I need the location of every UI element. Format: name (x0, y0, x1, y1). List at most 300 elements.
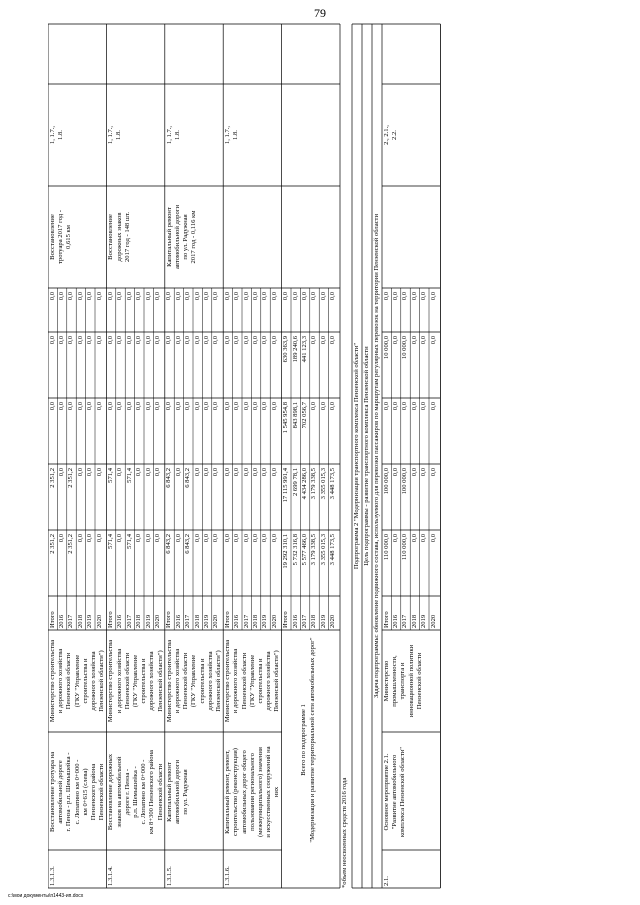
value-cell: 0,0 (319, 292, 327, 301)
year-cell: 2017 (401, 614, 409, 628)
year-cell: 2018 (135, 614, 143, 628)
value-cell: 0,0 (329, 336, 337, 345)
year-cell: 2020 (212, 614, 220, 628)
value-cell: 0,0 (184, 292, 192, 301)
value-cell: 0,0 (242, 534, 250, 543)
result-text: Восстановление (49, 214, 56, 260)
year-cell: Итого (223, 611, 231, 628)
value-cell: 0,0 (95, 336, 103, 345)
year-cell: 2020 (270, 614, 278, 628)
value-cell: 0,0 (329, 402, 337, 411)
value-cell: 0,0 (86, 468, 94, 477)
value-cell: 630 363,9 (282, 336, 290, 363)
value-cell: 0,0 (107, 292, 114, 301)
indicator-code: 1.8. (115, 130, 123, 140)
year-cell: Итого (107, 611, 114, 628)
event-name: автомобильных дорог общего (240, 750, 248, 834)
executor: промышленности, (391, 655, 399, 707)
value-cell: 0,0 (252, 468, 259, 477)
value-cell: 0,0 (95, 534, 103, 543)
event-name: "Развитие автомобильного (391, 754, 399, 830)
executor: и дорожного хозяйства (174, 648, 181, 714)
value-cell: 0,0 (86, 336, 94, 345)
executor: строительства и (81, 658, 89, 704)
result-text: Восстановление (107, 214, 115, 260)
total-label: Всего по подпрограмме 1 (299, 704, 307, 776)
indicator-code: 1, 1.7., (165, 125, 173, 145)
value-cell: 0,0 (401, 292, 409, 301)
executor: (ГКУ "Управление (73, 654, 81, 708)
result-text: 2017 год - 0,116 км (190, 210, 198, 264)
executor: и дорожного хозяйства (232, 648, 240, 714)
value-cell: 0,0 (174, 336, 182, 345)
value-cell: 0,0 (261, 292, 269, 301)
executor: дорожного хозяйства (206, 651, 214, 711)
value-cell: 0,0 (58, 402, 65, 411)
value-cell: 6 843,2 (184, 468, 192, 488)
value-cell: 0,0 (58, 336, 65, 345)
value-cell: 1 545 954,8 (282, 402, 290, 434)
value-cell: 0,0 (76, 534, 84, 543)
value-cell: 0,0 (203, 534, 210, 543)
result-text: автомобильной дороги (174, 205, 181, 269)
event-name: Капитальный ремонт (165, 762, 173, 822)
value-cell: 0,0 (58, 468, 65, 477)
value-cell: 0,0 (165, 336, 173, 345)
year-cell: 2019 (261, 614, 269, 628)
value-cell: 0,0 (261, 336, 269, 345)
value-cell: 702 056,7 (301, 402, 308, 429)
value-cell: 100 000,0 (382, 468, 390, 495)
value-cell: 0,0 (154, 402, 161, 411)
value-cell: 0,0 (252, 534, 259, 543)
value-cell: 2 351,2 (67, 468, 75, 488)
value-cell: 0,0 (233, 336, 241, 345)
value-cell: 571,4 (107, 534, 114, 549)
value-cell: 0,0 (144, 402, 152, 411)
executor: дорожного хозяйства (148, 651, 156, 711)
value-cell: 3 355 015,3 (319, 468, 327, 500)
value-cell: 0,0 (174, 468, 182, 477)
value-cell: 110 000,0 (401, 534, 409, 561)
value-cell: 3 179 338,5 (310, 534, 318, 566)
value-cell: 0,0 (76, 468, 84, 477)
value-cell: 2 351,2 (48, 468, 56, 488)
executor: и дорожного хозяйства (115, 648, 123, 714)
indicator-code: 1, 1.7., (107, 125, 115, 145)
value-cell: 0,0 (76, 336, 84, 345)
value-cell: 0,0 (392, 534, 399, 543)
value-cell: 0,0 (252, 292, 259, 301)
year-cell: Итого (48, 611, 56, 628)
value-cell: 5 577 466,0 (301, 534, 308, 566)
executor: Министерство строительства (165, 639, 173, 723)
value-cell: 0,0 (144, 336, 152, 345)
value-cell: 0,0 (86, 534, 94, 543)
value-cell: 0,0 (203, 292, 210, 301)
value-cell: 0,0 (242, 468, 250, 477)
value-cell: 571,4 (107, 468, 114, 483)
value-cell: 0,0 (203, 336, 210, 345)
value-cell: 0,0 (429, 336, 437, 345)
event-name: пользования регионального (248, 753, 256, 831)
year-cell: 2016 (58, 614, 65, 628)
value-cell: 0,0 (184, 402, 192, 411)
footnote: *объем неосвоенных средств 2016 года (341, 777, 348, 888)
executor: Пензенской области (182, 652, 190, 710)
year-cell: 2016 (233, 614, 241, 628)
value-cell: 0,0 (270, 336, 278, 345)
value-cell: 0,0 (301, 292, 308, 301)
value-cell: 0,0 (212, 292, 220, 301)
value-cell: 19 292 310,1 (282, 534, 290, 569)
value-cell: 0,0 (282, 292, 290, 301)
value-cell: 0,0 (125, 402, 133, 411)
event-name: дороге г. Пенза - (123, 768, 131, 816)
result-text: по ул. Радужная (182, 214, 190, 260)
value-cell: 0,0 (223, 336, 231, 345)
event-name: и искусственных сооружений на (265, 746, 273, 838)
value-cell: 0,0 (382, 292, 390, 301)
value-cell: 2 351,2 (67, 534, 75, 554)
event-name: р.п. Шемышейка - (132, 766, 139, 818)
result-text: Капитальный ремонт (165, 207, 173, 267)
value-cell: 0,0 (310, 402, 318, 411)
indicator-code: 2., 2.1., (383, 125, 390, 145)
executor: Пензенской области") (156, 650, 164, 712)
executor: строительства и (140, 658, 148, 704)
executor: (ГКУ "Управление (190, 654, 198, 708)
value-cell: 0,0 (319, 402, 327, 411)
value-cell: 0,0 (212, 534, 220, 543)
value-cell: 0,0 (270, 468, 278, 477)
year-cell: 2018 (252, 614, 259, 628)
value-cell: 0,0 (410, 534, 418, 543)
value-cell: 6 843,2 (165, 534, 173, 554)
event-name: Восстановление дорожных (107, 753, 115, 831)
year-cell: 2020 (154, 614, 161, 628)
year-cell: 2018 (410, 614, 418, 628)
year-cell: Итого (282, 611, 290, 628)
value-cell: 0,0 (193, 336, 201, 345)
result-text: 0,615 км (65, 225, 73, 249)
year-cell: 2017 (125, 614, 133, 628)
value-cell: 3 179 338,5 (310, 468, 318, 500)
value-cell: 0,0 (58, 534, 65, 543)
value-cell: 0,0 (420, 402, 428, 411)
value-cell: 6 843,2 (165, 468, 173, 488)
value-cell: 0,0 (233, 292, 241, 301)
year-cell: 2017 (242, 614, 250, 628)
value-cell: 0,0 (392, 292, 399, 301)
value-cell: 0,0 (116, 292, 124, 301)
value-cell: 0,0 (223, 468, 231, 477)
executor: Пензенской области") (273, 650, 281, 712)
value-cell: 571,4 (125, 534, 133, 549)
value-cell: 0,0 (48, 292, 56, 301)
value-cell: 0,0 (107, 402, 114, 411)
year-cell: 2019 (86, 614, 94, 628)
executor: Пензенской области") (215, 650, 222, 712)
year-cell: 2017 (67, 614, 75, 628)
event-name: Пензенской области (98, 763, 106, 821)
value-cell: 0,0 (420, 292, 428, 301)
executor: (ГКУ "Управление (248, 654, 256, 708)
indicator-code: 1.8. (57, 130, 64, 140)
page-number: 79 (314, 6, 326, 20)
value-cell: 0,0 (410, 468, 418, 477)
year-cell: 2016 (291, 614, 299, 628)
value-cell: 0,0 (116, 336, 124, 345)
value-cell: 571,4 (125, 468, 133, 483)
event-name: них (273, 786, 281, 798)
value-cell: 0,0 (144, 534, 152, 543)
value-cell: 0,0 (76, 292, 84, 301)
value-cell: 0,0 (319, 336, 327, 345)
rotated-table (48, 20, 573, 892)
value-cell: 0,0 (242, 402, 250, 411)
year-cell: 2016 (174, 614, 182, 628)
value-cell: 0,0 (233, 402, 241, 411)
event-name: Пензенской области (156, 763, 164, 821)
value-cell: 0,0 (382, 402, 390, 411)
value-cell: 0,0 (67, 402, 75, 411)
event-name: знаков на автомобильной (115, 756, 123, 828)
value-cell: 0,0 (392, 336, 399, 345)
value-cell: 0,0 (95, 292, 103, 301)
value-cell: 0,0 (193, 402, 201, 411)
value-cell: 0,0 (410, 336, 418, 345)
event-name: Основное мероприятие 2.1. (383, 753, 390, 831)
indicator-code: 1, 1.7., (224, 125, 232, 145)
event-name: Пензенского района (90, 763, 97, 821)
value-cell: 3 355 015,3 (319, 534, 327, 566)
value-cell: 0,0 (154, 468, 161, 477)
value-cell: 0,0 (125, 336, 133, 345)
year-cell: 2019 (319, 614, 327, 628)
value-cell: 110 000,0 (382, 534, 390, 561)
value-cell: 0,0 (184, 336, 192, 345)
value-cell: 0,0 (310, 292, 318, 301)
value-cell: 0,0 (95, 468, 103, 477)
value-cell: 0,0 (154, 336, 161, 345)
executor: инновационной политики (407, 644, 415, 718)
value-cell: 189 240,6 (291, 336, 299, 363)
executor: Пензенской области (415, 652, 423, 710)
row-number: 1.3.1.5. (165, 866, 173, 886)
value-cell: 0,0 (125, 292, 133, 301)
file-path-footer: c:\мои документы\п1443-ип.docx (8, 893, 84, 899)
value-cell: 0,0 (392, 468, 399, 477)
executor: дорожного хозяйства (265, 651, 273, 711)
value-cell: 0,0 (429, 292, 437, 301)
value-cell: 0,0 (144, 468, 152, 477)
value-cell: 0,0 (223, 292, 231, 301)
value-cell: 843 898,1 (291, 402, 299, 429)
value-cell: 6 843,2 (184, 534, 192, 554)
value-cell: 100 000,0 (401, 468, 409, 495)
event-name: по ул. Радужная (182, 769, 190, 815)
event-name: автомобильной дороге (57, 760, 65, 824)
year-cell: 2019 (144, 614, 152, 628)
value-cell: 0,0 (223, 402, 231, 411)
value-cell: 0,0 (193, 468, 201, 477)
value-cell: 0,0 (116, 402, 124, 411)
executor: транспорта и (399, 662, 407, 700)
executor: Министерство (383, 660, 390, 702)
year-cell: 2018 (310, 614, 318, 628)
value-cell: 0,0 (429, 534, 437, 543)
value-cell: 0,0 (76, 402, 84, 411)
value-cell: 10 000,0 (382, 336, 390, 360)
value-cell: 0,0 (203, 468, 210, 477)
value-cell: 0,0 (135, 468, 143, 477)
value-cell: 3 448 173,5 (329, 534, 337, 566)
value-cell: 0,0 (410, 402, 418, 411)
value-cell: 0,0 (165, 402, 173, 411)
value-cell: 441 123,3 (301, 336, 308, 363)
value-cell: 0,0 (261, 534, 269, 543)
event-name: (межмуниципального) значения (257, 747, 264, 837)
value-cell: 0,0 (212, 468, 220, 477)
value-cell: 0,0 (135, 336, 143, 345)
executor: строительства и (257, 658, 264, 704)
value-cell: 17 115 991,4 (282, 468, 290, 503)
value-cell: 0,0 (193, 292, 201, 301)
executor: Пензенской области (240, 652, 248, 710)
value-cell: 0,0 (107, 336, 114, 345)
value-cell: 4 434 286,0 (301, 468, 308, 500)
year-cell: 2017 (301, 614, 308, 628)
value-cell: 0,0 (203, 402, 210, 411)
value-cell: 0,0 (223, 534, 231, 543)
value-cell: 0,0 (420, 534, 428, 543)
value-cell: 0,0 (154, 292, 161, 301)
event-name: км 8+300 Пензенского района (148, 750, 156, 834)
event-name: с. Лопатино км 0+000 - (140, 759, 148, 825)
indicator-code: 2.2. (391, 130, 398, 140)
row-number: 1.3.1.4. (107, 866, 115, 886)
value-cell: 0,0 (135, 534, 143, 543)
value-cell: 0,0 (135, 292, 143, 301)
value-cell: 0,0 (67, 292, 75, 301)
year-cell: 2020 (95, 614, 103, 628)
value-cell: 0,0 (67, 336, 75, 345)
value-cell: 2 699 78,1 (291, 468, 299, 497)
value-cell: 0,0 (86, 292, 94, 301)
executor: строительства и (198, 658, 206, 704)
value-cell: 0,0 (242, 336, 250, 345)
event-name: г. Пенза - р.п. Шемышейка - (65, 752, 73, 832)
value-cell: 0,0 (233, 468, 241, 477)
value-cell: 0,0 (144, 292, 152, 301)
subprogram-goal: Цель подпрограммы - развитие транспортного комплекса Пензенской области (363, 346, 370, 566)
value-cell: 0,0 (429, 402, 437, 411)
year-cell: 2020 (329, 614, 337, 628)
executor: Пензенской области (65, 652, 73, 710)
executor: Пензенской области") (98, 650, 106, 712)
value-cell: 0,0 (212, 402, 220, 411)
event-name: комплекса Пензенской области" (399, 747, 407, 837)
event-name: км 0+615 (слева) (81, 768, 89, 816)
value-cell: 0,0 (420, 336, 428, 345)
value-cell: 0,0 (252, 402, 259, 411)
value-cell: 0,0 (270, 292, 278, 301)
result-text: 2017 год - 148 шт. (123, 212, 131, 262)
value-cell: 0,0 (135, 402, 143, 411)
year-cell: 2018 (193, 614, 201, 628)
year-cell: 2019 (203, 614, 210, 628)
value-cell: 0,0 (252, 336, 259, 345)
value-cell: 0,0 (270, 534, 278, 543)
year-cell: Итого (382, 611, 390, 628)
value-cell: 0,0 (165, 292, 173, 301)
value-cell: 0,0 (154, 534, 161, 543)
value-cell: 0,0 (95, 402, 103, 411)
value-cell: 0,0 (116, 534, 124, 543)
executor: (ГКУ "Управление (132, 654, 139, 708)
value-cell: 0,0 (401, 402, 409, 411)
value-cell: 0,0 (233, 534, 241, 543)
executor: и дорожного хозяйства (57, 648, 65, 714)
value-cell: 3 448 173,5 (329, 468, 337, 500)
executor: Министерство строительства (49, 639, 56, 723)
year-cell: 2016 (116, 614, 124, 628)
year-cell: 2019 (420, 614, 428, 628)
value-cell: 0,0 (58, 292, 65, 301)
year-cell: 2020 (429, 614, 437, 628)
value-cell: 0,0 (116, 468, 124, 477)
row-number: 1.3.1.3. (49, 866, 56, 886)
value-cell: 0,0 (212, 336, 220, 345)
event-name: Капитальный ремонт, ремонт, (224, 750, 232, 834)
year-cell: 2017 (184, 614, 192, 628)
value-cell: 2 351,2 (48, 534, 56, 554)
value-cell: 0,0 (310, 336, 318, 345)
event-name: Восстановление тротуара на (49, 751, 56, 833)
subprogram-task: Задача подпрограммы: обновление подвижного состава, используемого для перевозки пассажиров по маршрутам регулярных перевозок на территории Пензенской области (373, 214, 380, 698)
row-number: 2.1. (383, 876, 390, 886)
value-cell: 0,0 (410, 292, 418, 301)
executor: Министерство строительства (224, 639, 232, 723)
event-name: с. Лопатино км 0+000 - (73, 759, 81, 825)
indicator-code: 1, 1.7., (49, 125, 56, 145)
year-cell: Итого (165, 611, 173, 628)
value-cell: 0,0 (48, 336, 56, 345)
indicator-code: 1.8. (232, 130, 240, 140)
value-cell: 0,0 (86, 402, 94, 411)
value-cell: 10 000,0 (401, 336, 409, 360)
value-cell: 0,0 (48, 402, 56, 411)
executor: Пензенской области (123, 652, 131, 710)
value-cell: 0,0 (420, 468, 428, 477)
value-cell: 5 732 316,8 (291, 534, 299, 566)
row-number: 1.3.1.6. (224, 866, 232, 886)
year-cell: 2018 (76, 614, 84, 628)
value-cell: 0,0 (174, 534, 182, 543)
value-cell: 0,0 (193, 534, 201, 543)
value-cell: 0,0 (291, 292, 299, 301)
value-cell: 0,0 (174, 292, 182, 301)
indicator-code: 1.8. (173, 130, 181, 140)
result-text: дорожных знаков (115, 212, 123, 262)
value-cell: 0,0 (429, 468, 437, 477)
value-cell: 0,0 (242, 292, 250, 301)
total-label: "Модернизация и развитие территориальной сети автомобильных дорог" (308, 637, 316, 843)
value-cell: 0,0 (329, 292, 337, 301)
event-name: строительство (реконструкция) (232, 748, 240, 836)
subprogram-2-title: Подпрограмма 2 "Модернизация транспортного комплекса Пензенской области" (353, 342, 360, 570)
